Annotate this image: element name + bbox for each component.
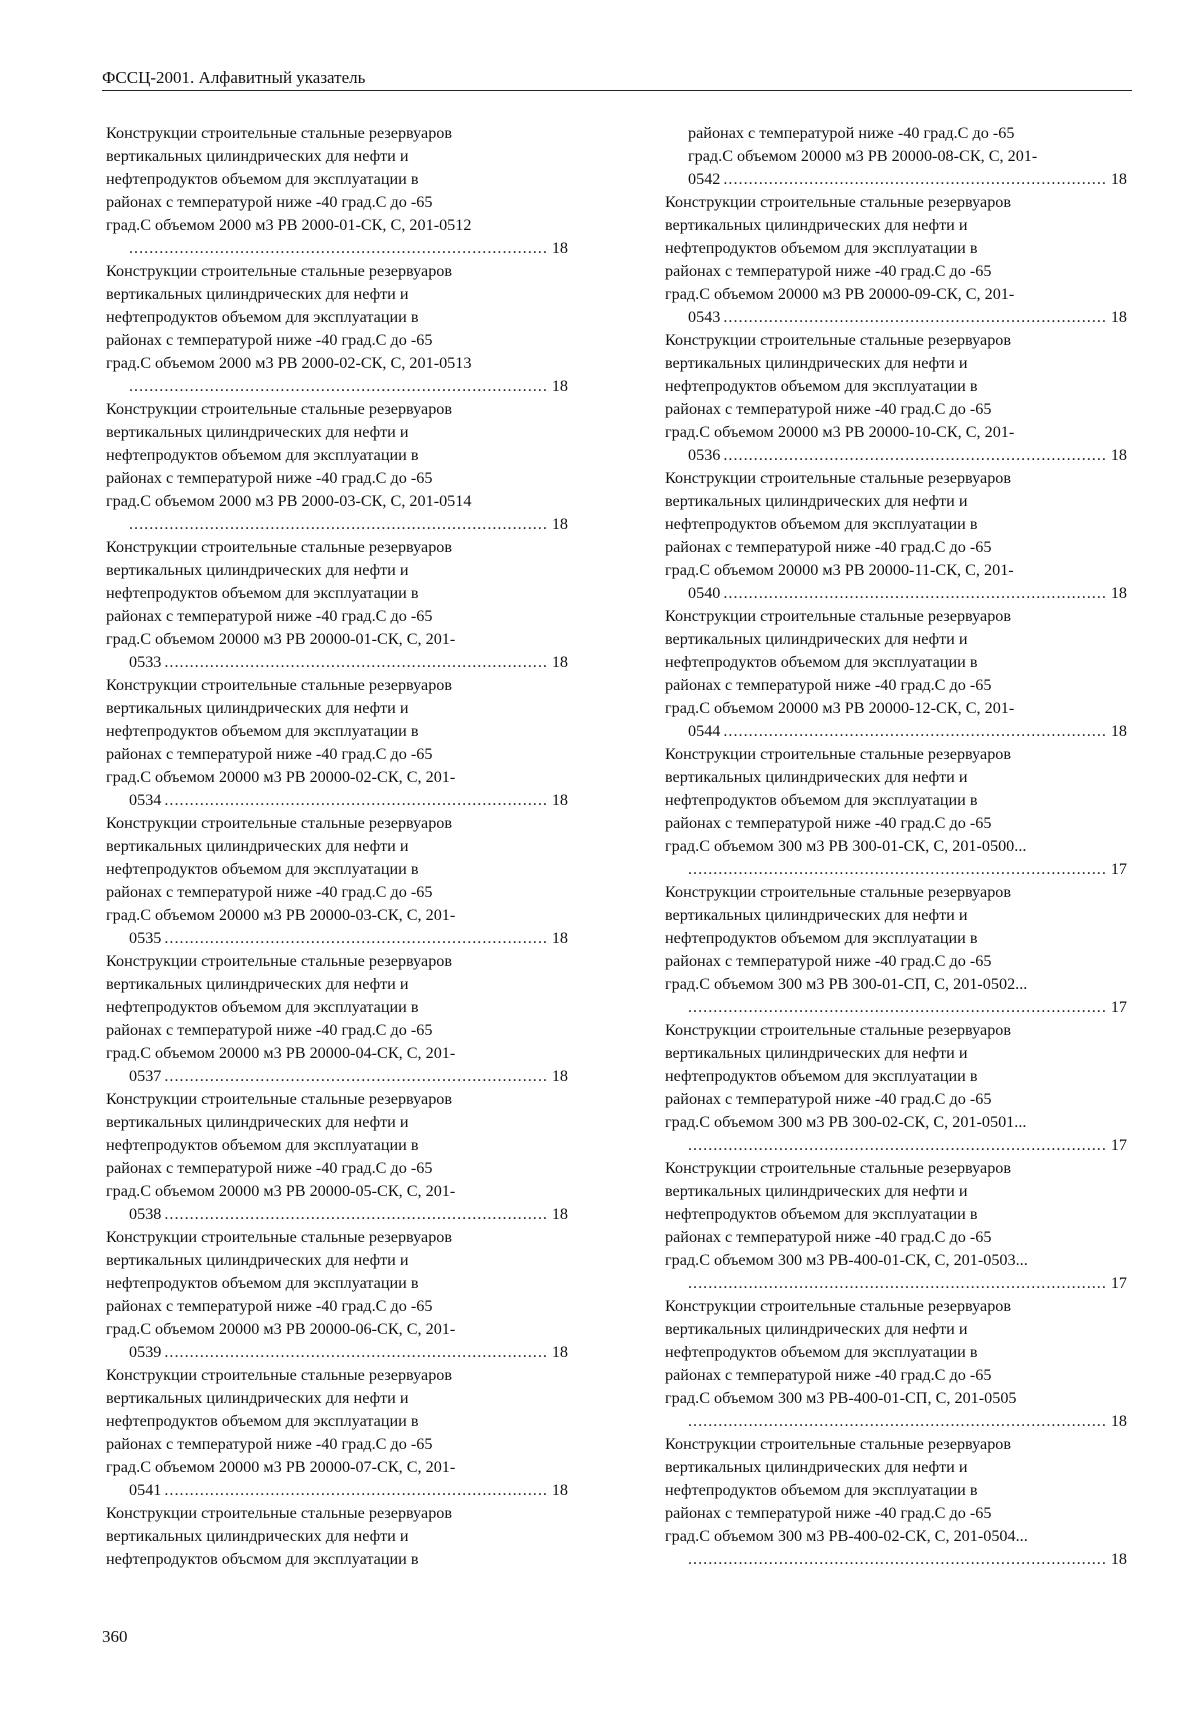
- index-entry-line: град.С объемом 20000 м3 РВ 20000-12-СК, С, 201-: [665, 699, 1015, 717]
- lead-text: 0538: [129, 1205, 162, 1223]
- index-entry-line: нефтепродуктов объемом для эксплуатации в: [106, 446, 419, 464]
- index-entry-line: град.С объемом 20000 м3 РВ 20000-11-СК, С, 201-: [665, 561, 1014, 579]
- index-entry-line: град.С объемом 20000 м3 РВ 20000-03-СК, С, 201-: [106, 906, 456, 924]
- dot-leader: [164, 789, 548, 812]
- index-entry-line: Конструкции строительные стальные резервуаров: [665, 1159, 1012, 1177]
- index-entry-line: нефтепродуктов объемом для эксплуатации в: [665, 1205, 978, 1223]
- dot-leader: [129, 513, 549, 536]
- index-entry-line: вертикальных цилиндрических для нефти и: [106, 837, 409, 855]
- lead-text: 0535: [129, 929, 162, 947]
- lead-text: 0536: [688, 446, 721, 464]
- dot-leader: [723, 582, 1107, 605]
- index-entry-line: вертикальных цилиндрических для нефти и: [106, 1113, 409, 1131]
- index-entry-line: районах с температурой ниже -40 град.С до -65: [688, 124, 1015, 142]
- index-entry-line: нефтепродуктов объемом для эксплуатации в: [665, 377, 978, 395]
- index-entry-line: нефтепродуктов объемом для эксплуатации в: [665, 653, 978, 671]
- index-entry-line: нефтепродуктов объемом для эксплуатации в: [106, 1412, 419, 1430]
- index-entry: [665, 1157, 1127, 1295]
- index-entry-line: Конструкции строительные стальные резервуаров: [106, 952, 453, 970]
- dot-leader: [129, 237, 549, 260]
- index-entry-line: град.С объемом 2000 м3 РВ 2000-01-СК, С, 201-0512: [106, 216, 472, 234]
- lead-text: 0539: [129, 1343, 162, 1361]
- index-entry: [665, 605, 1127, 743]
- page-reference: 18: [1110, 446, 1127, 464]
- index-column-right: [665, 122, 1127, 1571]
- page-reference-leader: [688, 582, 1127, 605]
- index-entry: [665, 467, 1127, 605]
- index-entry-line: Конструкции строительные стальные резервуаров: [106, 1366, 453, 1384]
- index-entry-line: районах с температурой ниже -40 град.С до -65: [665, 1366, 992, 1384]
- index-entry-line: нефтепродуктов объемом для эксплуатации в: [665, 1343, 978, 1361]
- index-entry: [665, 881, 1127, 1019]
- dot-leader: [723, 444, 1107, 467]
- index-entry: [106, 1364, 568, 1502]
- index-entry-line: град.С объемом 300 м3 РВ-400-01-СП, С, 201-0505: [665, 1389, 1017, 1407]
- page-reference-leader: [129, 375, 568, 398]
- page-reference-leader: [688, 168, 1127, 191]
- index-entry-line: град.С объемом 20000 м3 РВ 20000-10-СК, С, 201-: [665, 423, 1015, 441]
- index-entry-line: Конструкции строительные стальные резервуаров: [106, 400, 453, 418]
- index-entry-line: вертикальных цилиндрических для нефти и: [106, 975, 409, 993]
- index-entry-line: Конструкции строительные стальные резервуаров: [106, 538, 453, 556]
- index-entry-line: районах с температурой ниже -40 град.С до -65: [106, 1021, 433, 1039]
- index-entry-line: град.С объемом 300 м3 РВ 300-01-СП, С, 201-0502...: [665, 975, 1028, 993]
- index-entry-line: нефтепродуктов объемом для эксплуатации в: [106, 1274, 419, 1292]
- page-reference-leader: [129, 927, 568, 950]
- index-entry-line: нефтепродуктов объемом для эксплуатации в: [106, 1136, 419, 1154]
- lead-text: 0541: [129, 1481, 162, 1499]
- index-entry-line: Конструкции строительные стальные резервуаров: [665, 883, 1012, 901]
- index-entry-line: вертикальных цилиндрических для нефти и: [106, 699, 409, 717]
- page-reference: 18: [551, 929, 568, 947]
- index-entry-line: Конструкции строительные стальные резервуаров: [106, 814, 453, 832]
- page-reference: 18: [551, 1481, 568, 1499]
- index-entry-line: вертикальных цилиндрических для нефти и: [665, 1320, 968, 1338]
- index-entry-line: нефтепродуктов объемом для эксплуатации в: [665, 515, 978, 533]
- page-reference: 18: [1110, 308, 1127, 326]
- index-entry-line: вертикальных цилиндрических для нефти и: [665, 492, 968, 510]
- index-entry-line: Конструкции строительные стальные резервуаров: [665, 469, 1012, 487]
- index-entry: [106, 812, 568, 950]
- dot-leader: [164, 1479, 548, 1502]
- index-entry: [106, 260, 568, 398]
- index-entry-line: нефтепродуктов объемом для эксплуатации в: [665, 1067, 978, 1085]
- index-entry-line: Конструкции строительные стальные резервуаров: [106, 1090, 453, 1108]
- index-entry-line: град.С объемом 20000 м3 РВ 20000-05-СК, С, 201-: [106, 1182, 456, 1200]
- index-entry-line: нефтепродуктов объемом для эксплуатации в: [106, 584, 419, 602]
- lead-text: 0544: [688, 722, 721, 740]
- index-entry-line: вертикальных цилиндрических для нефти и: [106, 1251, 409, 1269]
- page-reference-leader: [129, 1341, 568, 1364]
- index-entry-line: районах с температурой ниже -40 град.С до -65: [106, 607, 433, 625]
- index-entry-line: град.С объемом 300 м3 РВ 300-02-СК, С, 201-0501...: [665, 1113, 1027, 1131]
- page-reference-leader: [688, 720, 1127, 743]
- index-entry-line: нефтепродуктов объемом для эксплуатации в: [106, 722, 419, 740]
- index-entry-line: вертикальных цилиндрических для нефти и: [106, 1389, 409, 1407]
- dot-leader: [688, 996, 1108, 1019]
- index-entry-line: нефтепродуктов объемом для эксплуатации в: [106, 860, 419, 878]
- index-entry: [106, 950, 568, 1088]
- index-entry-line: нефтепродуктов объемом для эксплуатации в: [665, 239, 978, 257]
- index-entry-line: вертикальных цилиндрических для нефти и: [665, 630, 968, 648]
- dot-leader: [688, 858, 1108, 881]
- page-reference: 18: [1110, 170, 1127, 188]
- page-number: 360: [102, 1627, 128, 1646]
- index-entry-line: Конструкции строительные стальные резервуаров: [665, 1021, 1012, 1039]
- page-reference: 18: [551, 791, 568, 809]
- dot-leader: [688, 1272, 1108, 1295]
- index-entry-line: Конструкции строительные стальные резервуаров: [106, 262, 453, 280]
- dot-leader: [688, 1134, 1108, 1157]
- index-entry: [665, 122, 1127, 191]
- index-entry-line: град.С объемом 2000 м3 РВ 2000-03-СК, С, 201-0514: [106, 492, 472, 510]
- dot-leader: [164, 927, 548, 950]
- page-reference-leader: [688, 1134, 1127, 1157]
- index-entry-line: районах с температурой ниже -40 град.С до -65: [106, 1435, 433, 1453]
- page-reference-leader: [129, 513, 568, 536]
- dot-leader: [164, 1341, 548, 1364]
- index-entry-line: нефтепродуктов объемом для эксплуатации в: [106, 170, 419, 188]
- dot-leader: [688, 1410, 1108, 1433]
- page-reference: 18: [551, 1343, 568, 1361]
- index-entry-line: районах с температурой ниже -40 град.С до -65: [106, 469, 433, 487]
- lead-text: 0534: [129, 791, 162, 809]
- index-entry-line: районах с температурой ниже -40 град.С до -65: [665, 538, 992, 556]
- page-reference-leader: [129, 1479, 568, 1502]
- index-entry: [106, 1088, 568, 1226]
- index-entry-line: Конструкции строительные стальные резервуаров: [106, 676, 453, 694]
- page-reference: 18: [1110, 1550, 1127, 1568]
- dot-leader: [164, 651, 548, 674]
- lead-text: 0537: [129, 1067, 162, 1085]
- index-entry-line: районах с температурой ниже -40 град.С до -65: [106, 883, 433, 901]
- page-reference-leader: [688, 1272, 1127, 1295]
- page-reference: 18: [551, 1067, 568, 1085]
- index-entry-line: град.С объемом 20000 м3 РВ 20000-04-СК, С, 201-: [106, 1044, 456, 1062]
- index-entry-line: районах с температурой ниже -40 град.С до -65: [665, 814, 992, 832]
- page-reference: 18: [1110, 1412, 1127, 1430]
- page-reference-leader: [129, 651, 568, 674]
- index-entry-line: нефтепродуктов объсмом для эксплуатации в: [106, 1550, 419, 1568]
- index-entry-line: Конструкции строительные стальные резервуаров: [106, 1228, 453, 1246]
- index-entry-line: нефтепродуктов объемом для эксплуатации в: [106, 998, 419, 1016]
- index-entry-line: вертикальных цилиндрических для нефти и: [106, 285, 409, 303]
- index-entry-line: град.С объемом 2000 м3 РВ 2000-02-СК, С, 201-0513: [106, 354, 472, 372]
- index-entry-line: районах с температурой ниже -40 град.С до -65: [106, 1297, 433, 1315]
- index-entry: [665, 191, 1127, 329]
- index-column-left: [106, 122, 568, 1571]
- dot-leader: [723, 306, 1107, 329]
- index-entry-line: вертикальных цилиндрических для нефти и: [665, 906, 968, 924]
- index-entry-line: районах с температурой ниже -40 град.С до -65: [665, 262, 992, 280]
- index-entry-line: Конструкции строительные стальные резервуаров: [665, 331, 1012, 349]
- dot-leader: [129, 375, 549, 398]
- index-entry-line: районах с температурой ниже -40 град.С до -65: [665, 1090, 992, 1108]
- index-entry: [106, 1502, 568, 1571]
- index-entry-line: град.С объемом 20000 м3 РВ 20000-09-СК, С, 201-: [665, 285, 1015, 303]
- page-reference-leader: [688, 1410, 1127, 1433]
- index-entry-line: районах с температурой ниже -40 град.С до -65: [106, 331, 433, 349]
- index-entry-line: нефтепродуктов объемом для эксплуатации в: [665, 1481, 978, 1499]
- index-entry-line: град.С объемом 20000 м3 РВ 20000-01-СК, С, 201-: [106, 630, 456, 648]
- page-reference: 18: [551, 377, 568, 395]
- index-entry-line: вертикальных цилиндрических для нефти и: [665, 1182, 968, 1200]
- index-entry-line: град.С объемом 300 м3 РВ 300-01-СК, С, 201-0500...: [665, 837, 1027, 855]
- lead-text: 0533: [129, 653, 162, 671]
- index-entry-line: нефтепродуктов объемом для эксплуатации в: [106, 308, 419, 326]
- index-entry-line: районах с температурой ниже -40 град.С до -65: [106, 1159, 433, 1177]
- index-entry-line: Конструкции строительные стальные резервуаров: [665, 1435, 1012, 1453]
- index-entry-line: вертикальных цилиндрических для нефти и: [106, 1527, 409, 1545]
- index-entry: [665, 1019, 1127, 1157]
- index-entry-line: град.С объемом 20000 м3 РВ 20000-02-СК, С, 201-: [106, 768, 456, 786]
- index-entry-line: вертикальных цилиндрических для нефти и: [665, 1044, 968, 1062]
- page-reference-leader: [129, 1065, 568, 1088]
- page-reference-leader: [688, 996, 1127, 1019]
- index-entry-line: град.С объемом 300 м3 РВ-400-01-СК, С, 201-0503...: [665, 1251, 1028, 1269]
- index-entry: [665, 329, 1127, 467]
- index-entry-line: Конструкции строительные стальные резервуаров: [665, 193, 1012, 211]
- index-entry-line: вертикальных цилиндрических для нефти и: [665, 768, 968, 786]
- index-entry-line: районах с температурой ниже -40 град.С до -65: [665, 952, 992, 970]
- dot-leader: [723, 168, 1107, 191]
- lead-text: 0543: [688, 308, 721, 326]
- page-reference: 18: [1110, 722, 1127, 740]
- page-reference-leader: [129, 237, 568, 260]
- index-entry: [106, 398, 568, 536]
- index-entry-line: районах с температурой ниже -40 град.С до -65: [665, 400, 992, 418]
- index-entry: [665, 1433, 1127, 1571]
- index-entry: [665, 1295, 1127, 1433]
- dot-leader: [723, 720, 1107, 743]
- page-reference: 17: [1110, 998, 1127, 1016]
- page-reference: 18: [1110, 584, 1127, 602]
- page-reference-leader: [688, 858, 1127, 881]
- index-entry-line: вертикальных цилиндрических для нефти и: [665, 216, 968, 234]
- index-entry: [665, 743, 1127, 881]
- index-entry-line: районах с температурой ниже -40 град.С до -65: [665, 1228, 992, 1246]
- index-entry: [106, 536, 568, 674]
- dot-leader: [164, 1065, 548, 1088]
- page-reference: 17: [1110, 1274, 1127, 1292]
- page-reference: 18: [551, 1205, 568, 1223]
- index-entry-line: районах с температурой ниже -40 град.С до -65: [665, 1504, 992, 1522]
- page-reference: 18: [551, 515, 568, 533]
- index-entry: [106, 674, 568, 812]
- page-reference-leader: [688, 444, 1127, 467]
- lead-text: 0542: [688, 170, 721, 188]
- index-entry-line: град.С объемом 20000 м3 РВ 20000-06-СК, С, 201-: [106, 1320, 456, 1338]
- lead-text: 0540: [688, 584, 721, 602]
- index-entry-line: районах с температурой ниже -40 град.С до -65: [665, 676, 992, 694]
- index-entry-line: град.С объемом 300 м3 РВ-400-02-СК, С, 201-0504...: [665, 1527, 1028, 1545]
- index-entry-line: Конструкции строительные стальные резервуаров: [106, 124, 453, 142]
- index-entry-line: Конструкции строительные стальные резервуаров: [106, 1504, 453, 1522]
- index-entry: [106, 122, 568, 260]
- index-entry-line: Конструкции строительные стальные резервуаров: [665, 745, 1012, 763]
- running-header: ФССЦ-2001. Алфавитный указатель: [102, 68, 1132, 91]
- page-reference: 17: [1110, 860, 1127, 878]
- index-entry-line: районах с температурой ниже -40 град.С до -65: [106, 193, 433, 211]
- index-entry-line: вертикальных цилиндрических для нефти и: [106, 561, 409, 579]
- index-entry: [106, 1226, 568, 1364]
- dot-leader: [164, 1203, 548, 1226]
- index-entry-line: районах с температурой ниже -40 град.С до -65: [106, 745, 433, 763]
- index-entry-line: вертикальных цилиндрических для нефти и: [106, 423, 409, 441]
- index-entry-line: нефтепродуктов объемом для эксплуатации в: [665, 929, 978, 947]
- index-entry-line: град.С объемом 20000 м3 РВ 20000-07-СК, С, 201-: [106, 1458, 456, 1476]
- index-entry-line: Конструкции строительные стальные резервуаров: [665, 1297, 1012, 1315]
- index-entry-line: нефтепродуктов объемом для эксплуатации в: [665, 791, 978, 809]
- page-reference: 17: [1110, 1136, 1127, 1154]
- page-reference-leader: [688, 306, 1127, 329]
- index-entry-line: Конструкции строительные стальные резервуаров: [665, 607, 1012, 625]
- index-entry-line: вертикальных цилиндрических для нефти и: [665, 1458, 968, 1476]
- page-reference-leader: [129, 1203, 568, 1226]
- dot-leader: [688, 1548, 1108, 1571]
- index-entry-line: град.С объемом 20000 м3 РВ 20000-08-СК, С, 201-: [688, 147, 1038, 165]
- page-reference: 18: [551, 239, 568, 257]
- page-reference-leader: [688, 1548, 1127, 1571]
- index-entry-line: вертикальных цилиндрических для нефти и: [665, 354, 968, 372]
- page-reference-leader: [129, 789, 568, 812]
- index-entry-line: вертикальных цилиндрических для нефти и: [106, 147, 409, 165]
- page-reference: 18: [551, 653, 568, 671]
